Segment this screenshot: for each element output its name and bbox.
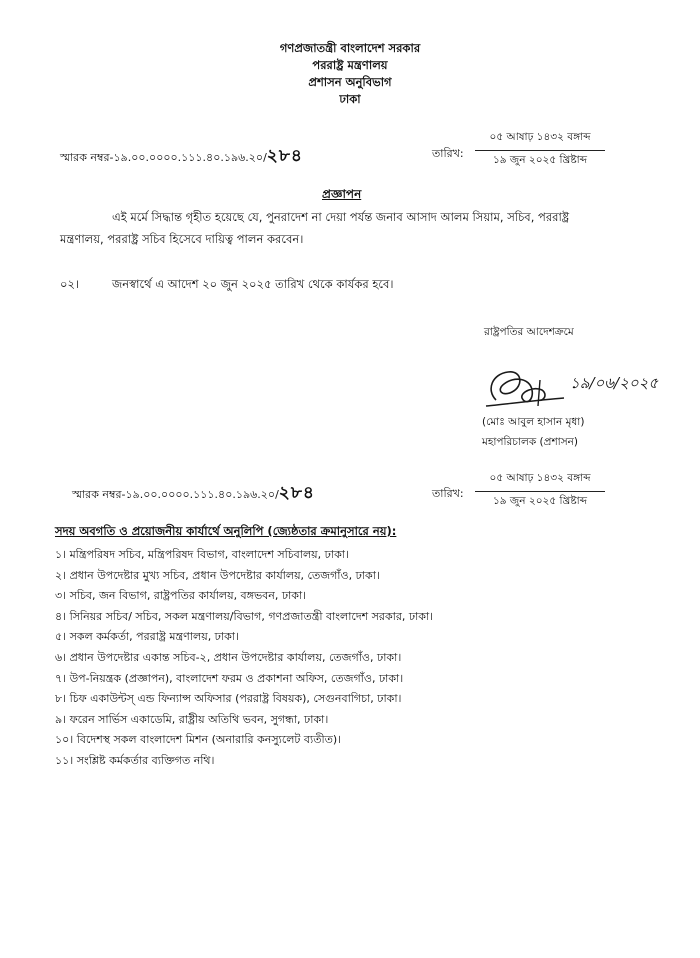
memo-number-2 (72, 480, 315, 508)
notice-para1-line1: এই মর্মে সিদ্ধান্ত গৃহীত হয়েছে যে, পুনরাদেশ না দেয়া পর্যন্ত জনাব আসাদ আলম সিয়াম, সচিব, পররাষ্ট্র (112, 210, 570, 224)
date-bangla: ০৫ আষাঢ় ১৪৩২ বঙ্গাব্দ (489, 131, 591, 143)
signatory-name: (মোঃ আবুল হাসান মৃধা) (482, 416, 585, 428)
notice-title: প্রজ্ঞাপন (322, 187, 362, 201)
date-label-1: তারিখ: (432, 147, 464, 160)
notice-para2-number: ০২। (60, 277, 80, 291)
header-wing: প্রশাসন অনুবিভাগ (308, 75, 392, 89)
header-government: গণপ্রজাতন্ত্রী বাংলাদেশ সরকার (279, 41, 421, 55)
list-item: ১। মন্ত্রিপরিষদ সচিব, মন্ত্রিপরিষদ বিভাগ, বাংলাদেশ সচিবালয়, ঢাকা। (55, 548, 349, 561)
distribution-heading: সদয় অবগতি ও প্রয়োজনীয় কার্যার্থে অনুলিপি (জ্যেষ্ঠতার ক্রমানুসারে নয়): (55, 524, 397, 538)
date-divider (475, 491, 605, 492)
notice-para1-line2: মন্ত্রণালয়, পররাষ্ট্র সচিব হিসেবে দায়িত্ব পালন করবেন। (60, 232, 304, 246)
list-item: ৪। সিনিয়র সচিব/ সচিব, সকল মন্ত্রণালয়/বিভাগ, গণপ্রজাতন্ত্রী বাংলাদেশ সরকার, ঢাকা। (55, 609, 434, 623)
signatory-designation: মহাপরিচালক (প্রশাসন) (482, 436, 579, 448)
date-block-1 (475, 130, 605, 170)
memo-prefix: স্মারক নম্বর-১৯.০০.০০০০.১১১.৪০.১৯৬.২০/ (60, 151, 267, 164)
date-bangla: ০৫ আষাঢ় ১৪৩২ বঙ্গাব্দ (489, 472, 591, 484)
list-item: ৭। উপ-নিয়ন্ত্রক (প্রজ্ঞাপন), বাংলাদেশ ফরম ও প্রকাশনা অফিস, তেজগাঁও, ঢাকা। (55, 671, 404, 685)
notice-para2-text: জনস্বার্থে এ আদেশ ২০ জুন ২০২৫ তারিখ থেকে কার্যকর হবে। (112, 277, 394, 291)
date-english: ১৯ জুন ২০২৫ খ্রিষ্টাব্দ (492, 495, 588, 507)
order-line: রাষ্ট্রপতির আদেশক্রমে (484, 326, 574, 338)
date-label-2: তারিখ: (432, 487, 464, 500)
list-item: ২। প্রধান উপদেষ্টার মুখ্য সচিব, প্রধান উপদেষ্টার কার্যালয়, তেজগাঁও, ঢাকা। (55, 568, 380, 582)
memo-handwritten-number: ২৮৪ (278, 483, 315, 503)
list-item: ১১। সংশ্লিষ্ট কর্মকর্তার ব্যক্তিগত নথি। (55, 753, 215, 767)
distribution-list (55, 545, 433, 772)
memo-prefix: স্মারক নম্বর-১৯.০০.০০০০.১১১.৪০.১৯৬.২০/ (72, 488, 279, 501)
signature-date: ১৯/০৬/২০২৫ (570, 374, 659, 392)
list-item: ৩। সচিব, জন বিভাগ, রাষ্ট্রপতির কার্যালয়, বঙ্গভবন, ঢাকা। (55, 589, 307, 603)
list-item: ৯। ফরেন সার্ভিস একাডেমি, রাষ্ট্রীয় অতিথি ভবন, সুগন্ধা, ঢাকা। (55, 712, 329, 726)
list-item: ৫। সকল কর্মকর্তা, পররাষ্ট্র মন্ত্রণালয়, ঢাকা। (55, 630, 239, 644)
list-item: ৬। প্রধান উপদেষ্টার একান্ত সচিব-২, প্রধান উপদেষ্টার কার্যালয়, তেজগাঁও, ঢাকা। (55, 650, 402, 664)
memo-handwritten-number: ২৮৪ (266, 146, 303, 166)
list-item: ১০। বিদেশস্থ সকল বাংলাদেশ মিশন (অনারারি কনস্যুলেট ব্যতীত)। (55, 733, 342, 747)
date-english: ১৯ জুন ২০২৫ খ্রিষ্টাব্দ (492, 154, 588, 166)
date-block-2 (475, 471, 605, 511)
header-ministry: পররাষ্ট্র মন্ত্রণালয় (312, 58, 388, 72)
date-divider (475, 150, 605, 151)
memo-number-1 (60, 143, 303, 171)
header-city: ঢাকা (339, 92, 361, 106)
list-item: ৮। চিফ একাউন্টস্ এন্ড ফিন্যান্স অফিসার (পররাষ্ট্র বিষয়ক), সেগুনবাগিচা, ঢাকা। (55, 692, 402, 706)
